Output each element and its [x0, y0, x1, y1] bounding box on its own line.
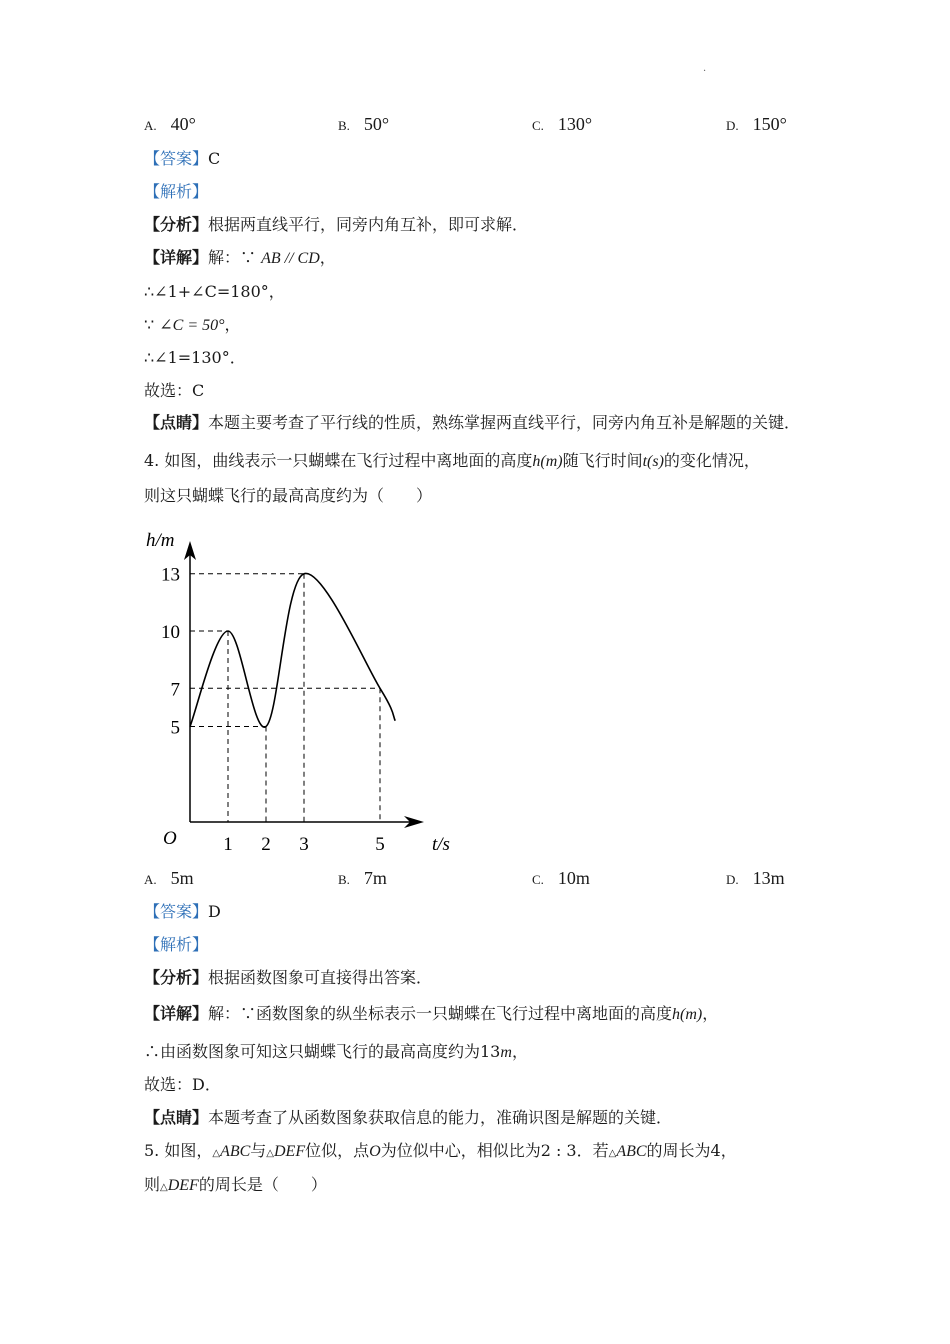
height-curve-line	[190, 573, 395, 727]
q4-comment: 【点睛】本题考查了从函数图象获取信息的能力，准确识图是解题的关键．	[144, 1108, 673, 1127]
q3-option-b[interactable]: B. 50°	[338, 114, 390, 134]
q3-detail: 【详解】解：∵ AB // CD，	[144, 248, 336, 267]
q3-comment: 【点睛】本题主要考查了平行线的性质，熟练掌握两直线平行，同旁内角互补是解题的关键．	[144, 413, 801, 432]
q3-choose: 故选：C	[144, 381, 205, 400]
butterfly-height-chart	[140, 520, 470, 860]
x-axis-label: t/s	[432, 834, 450, 855]
q4-fenxi: 【分析】根据函数图象可直接得出答案．	[144, 968, 433, 987]
q5-question-line1: 5. 如图，△ABC与△DEF位似，点O为位似中心，相似比为2 : 3．若△ABC的周长为4，	[144, 1141, 737, 1160]
q4-answer: 【答案】D	[144, 902, 221, 921]
q4-detail: 【详解】解：∵函数图象的纵坐标表示一只蝴蝶在飞行过程中离地面的高度h(m)，	[144, 1004, 719, 1023]
q3-analysis-label: 【解析】	[144, 182, 209, 201]
q3-step2: ∵ ∠C = 50°，	[144, 315, 241, 334]
q4-question-line2: 则这只蝴蝶飞行的最高高度约为（ ）	[144, 486, 433, 505]
q3-step1: ∴∠1+∠C=180°，	[144, 282, 285, 301]
q4-option-b[interactable]: B. 7m	[338, 868, 387, 888]
y-axis-label: h/m	[146, 530, 175, 551]
q4-option-c[interactable]: C. 10m	[532, 868, 590, 888]
q5-question-line2: 则△DEF的周长是（ ）	[144, 1175, 327, 1194]
y-tick-label: 13	[161, 564, 180, 586]
q4-choose: 故选：D．	[144, 1075, 221, 1094]
q3-option-d[interactable]: D. 150°	[726, 114, 787, 134]
x-tick-label: 1	[223, 834, 233, 855]
height-curve	[190, 573, 395, 727]
x-tick-label: 5	[375, 834, 385, 855]
y-tick-label: 10	[161, 622, 180, 643]
q3-fenxi: 【分析】根据两直线平行，同旁内角互补，即可求解．	[144, 215, 529, 234]
q3-option-a[interactable]: A. 40°	[144, 114, 196, 134]
q3-answer: 【答案】C	[144, 149, 221, 168]
x-tick-label: 3	[299, 834, 309, 855]
x-tick-label: 2	[261, 834, 271, 855]
origin-label: O	[163, 828, 177, 849]
q4-question-line1: 4. 如图，曲线表示一只蝴蝶在飞行过程中离地面的高度h(m)随飞行时间t(s)的变化情况，	[144, 451, 760, 470]
page-mark: ·	[703, 66, 707, 77]
tick-labels	[146, 530, 450, 855]
q4-analysis-label: 【解析】	[144, 935, 209, 954]
guide-lines	[190, 574, 380, 822]
y-tick-label: 7	[170, 679, 180, 701]
q3-step3: ∴∠1=130°．	[144, 348, 246, 367]
q4-step1: ∴由函数图象可知这只蝴蝶飞行的最高高度约为13m，	[144, 1042, 528, 1061]
q4-option-a[interactable]: A. 5m	[144, 868, 194, 888]
q3-option-c[interactable]: C. 130°	[532, 114, 593, 134]
y-tick-label: 5	[170, 717, 180, 739]
q4-option-d[interactable]: D. 13m	[726, 868, 785, 888]
